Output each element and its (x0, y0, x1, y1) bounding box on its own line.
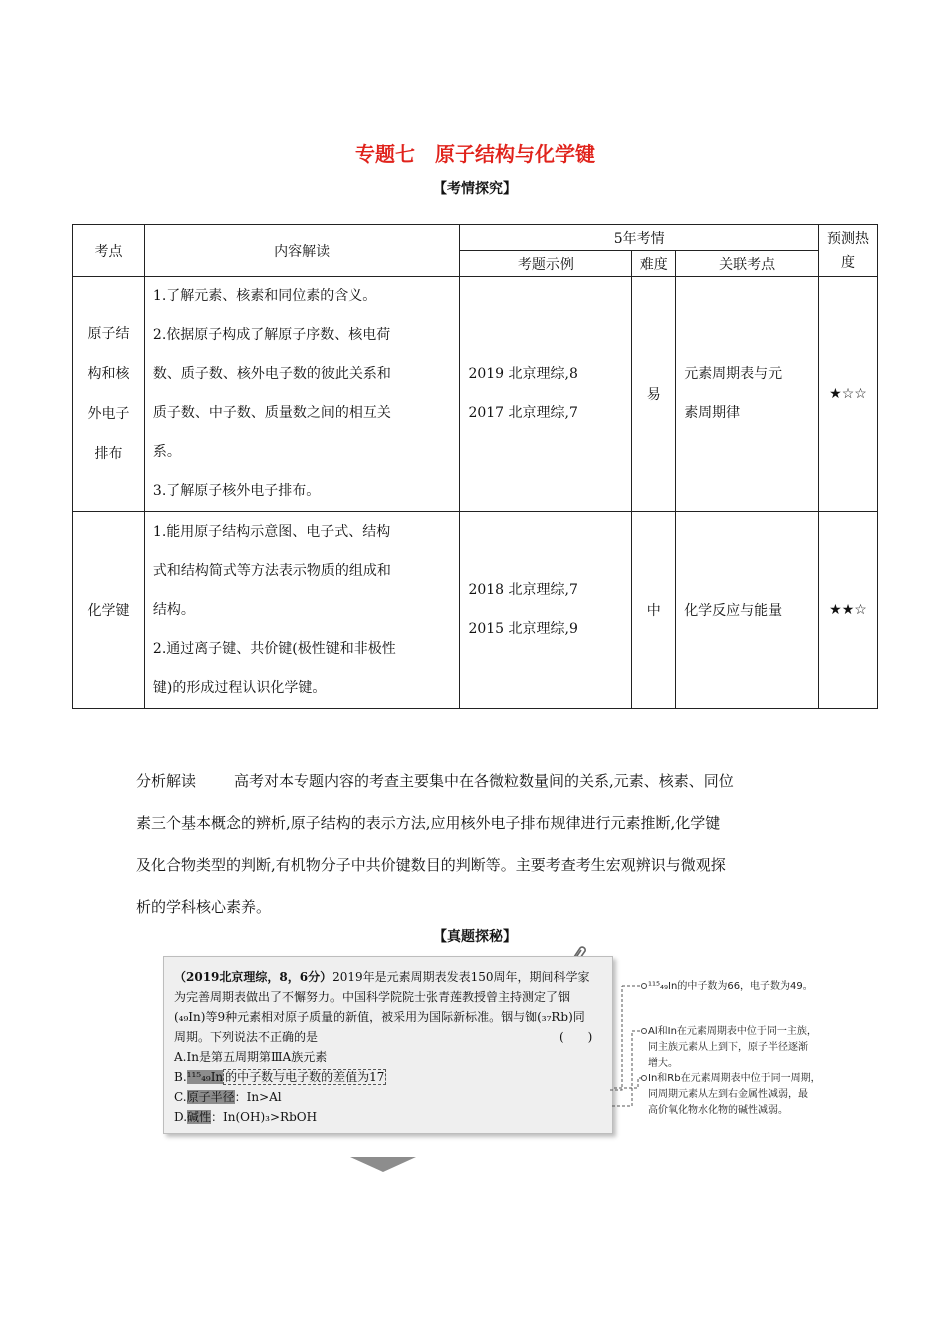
analysis-paragraph: 分析解读 高考对本专题内容的考查主要集中在各微粒数量间的关系,元素、核素、同位 素三个基本概念的辨析,原子结构的表示方法,应用核外电子排布规律进行元素推断,化学键 及化合物类型的判断,有机物分子中共价键数目的判断等。主要考查考生宏观辨识与微观探 析的学科核心素养。 (136, 772, 734, 916)
row1-kaodian: 原子结 构和核 外电子 排布 (73, 277, 145, 512)
note-2: Al和In在元素周期表中位于同一主族， 同主族元素从上到下，原子半径逐渐 增大。 (648, 1026, 817, 1069)
header-difficulty: 难度 (632, 251, 676, 277)
row1-related: 元素周期表与元 素周期律 (676, 277, 819, 512)
page-title: 专题七 原子结构与化学键 (355, 142, 595, 166)
header-heat: 预测热度 (819, 225, 878, 277)
header-neirong: 内容解读 (144, 225, 460, 277)
option-d: D.碱性：In(OH)₃>RbOH (174, 1110, 318, 1124)
table-row (73, 512, 878, 709)
exam-table (72, 224, 878, 709)
header-examples: 考题示例 (460, 251, 632, 277)
row1-content: 1.了解元素、核素和同位素的含义。 2.依据原子构成了解原子序数、核电荷 数、质子数、核外电子数的彼此关系和 质子数、中子数、质量数之间的相互关 系。 3.了解原子核外电子排布。 (144, 277, 460, 512)
note-1: ¹¹⁵₄₉In的中子数为66，电子数为49。 (648, 981, 813, 992)
question-source: （2019北京理综，8，6分） (174, 970, 333, 984)
row1-examples: 2019 北京理综,8 2017 北京理综,7 (460, 277, 632, 512)
option-a: A.In是第五周期第ⅢA族元素 (174, 1050, 328, 1064)
option-b: B.¹¹⁵₄₉In 的中子数与电子数的差值为17 (174, 1070, 385, 1084)
row2-related: 化学反应与能量 (676, 512, 819, 709)
arrow-down-icon (350, 1157, 416, 1172)
row2-content: 1.能用原子结构示意图、电子式、结构 式和结构简式等方法表示物质的组成和 结构。 2.通过离子键、共价键(极性键和非极性 键)的形成过程认识化学键。 (144, 512, 460, 709)
header-related: 关联考点 (676, 251, 819, 277)
row1-difficulty: 易 (632, 277, 676, 512)
section-subtitle: 【考情探究】 (433, 181, 517, 197)
note-3: In和Rb在元素周期表中位于同一周期， 同周期元素从左到右金属性减弱，最 高价氧化物水化物的碱性减弱。 (648, 1073, 821, 1116)
row2-examples: 2018 北京理综,7 2015 北京理综,9 (460, 512, 632, 709)
question-card: （2019北京理综，8，6分）2019年是元素周期表发表150周年，期间科学家 为完善周期表做出了不懈努力。中国科学院院士张青莲教授曾主持测定了铟 (₄₉In)等9种元素相对原子质量的新值，被采用为国际新标准。铟与铷(₃₇Rb)同 周期。下列说法不正确的是 ( ) A.In是第五周期第ⅢA族元素 B.¹¹⁵₄₉In 的中子数与电子数的差值为17 C.原子半径：In>Al D.碱性：In(OH)₃>RbOH (163, 956, 613, 1134)
row2-kaodian: 化学键 (73, 512, 145, 709)
table-row (73, 277, 878, 512)
row1-heat: ★☆☆ (819, 277, 878, 512)
row2-heat: ★★☆ (819, 512, 878, 709)
header-kaodian: 考点 (73, 225, 145, 277)
analysis-lead: 分析解读 (136, 772, 197, 790)
row2-difficulty: 中 (632, 512, 676, 709)
option-c: C.原子半径：In>Al (174, 1090, 282, 1104)
answer-bracket: ( ) (559, 1030, 593, 1044)
zhenti-title: 【真题探秘】 (433, 929, 517, 945)
header-five-year: 5年考情 (460, 225, 819, 251)
